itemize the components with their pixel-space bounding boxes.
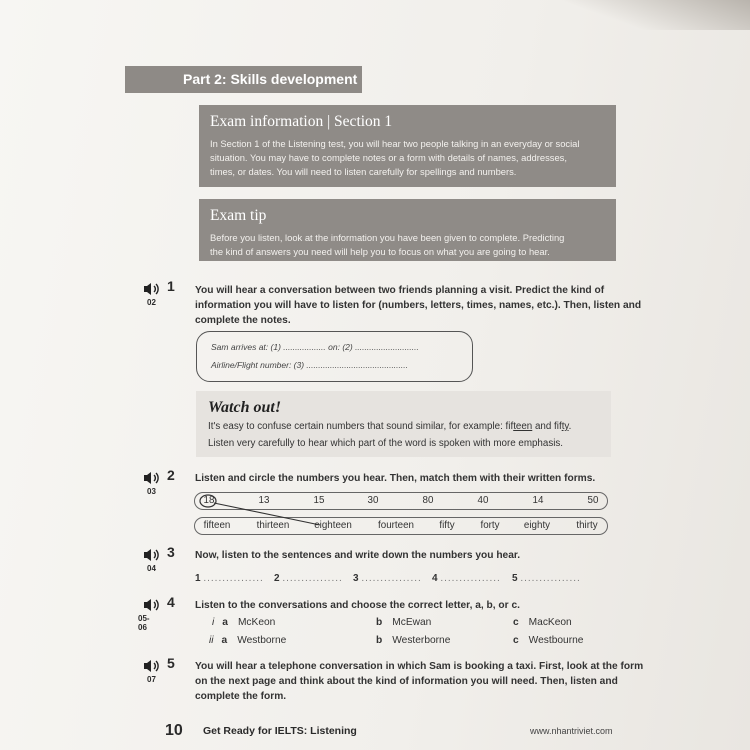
example-match-line [194,492,334,537]
question-5-text [195,659,643,704]
number-option[interactable]: 18 [203,495,215,506]
publisher-url: www.nhantriviet.com [530,726,613,736]
watch-out-heading: Watch out! [208,399,282,416]
question-4-text: Listen to the conversations and choose the correct letter, a, b, or c. [195,600,520,611]
option-a[interactable]: i a McKeon [212,617,276,628]
exam-tip-heading: Exam tip [210,207,267,224]
number-option[interactable]: 15 [313,495,325,506]
question-number: 4 [167,594,175,610]
word-option[interactable]: thirty [576,520,598,531]
word-option[interactable]: fifty [439,520,455,531]
track-number: 03 [147,487,156,496]
answer-blank[interactable]: 2 ................ [274,573,343,584]
audio-speaker-icon [143,282,161,296]
page-number: 10 [165,722,183,739]
question-2-text: Listen and circle the numbers you hear. Then, match them with their written forms. [195,473,596,484]
option-c[interactable]: c MacKeon [513,617,572,628]
question-number: 5 [167,655,175,671]
question-5-line: on the next page and think about the kind of information you will need. Then, listen and [195,676,618,687]
option-a[interactable]: ii a Westborne [209,635,287,646]
word-option[interactable]: thirteen [256,520,290,531]
number-option[interactable]: 80 [422,495,434,506]
notes-line-arrival: Sam arrives at: (1) .................. on: (2) ........................... [211,342,419,352]
number-option[interactable]: 13 [258,495,270,506]
exam-information-line: situation. You may have to complete notes or a form with details of names, addresses, [210,152,567,163]
book-title: Get Ready for IELTS: Listening [203,725,357,737]
watch-out-line-1: It's easy to confuse certain numbers that sound similar, for example: fifteen and fifty. [208,421,572,432]
answer-blank[interactable]: 1 ................ [195,573,264,584]
number-option[interactable]: 14 [532,495,544,506]
question-5-line: You will hear a telephone conversation in which Sam is booking a taxi. First, look at the form [195,661,644,672]
question-3-text: Now, listen to the sentences and write down the numbers you hear. [195,550,521,561]
answer-blank[interactable]: 3 ................ [353,573,422,584]
track-number: 05-06 [138,614,150,632]
word-option[interactable]: eighty [523,520,551,531]
question-1-text [195,283,641,328]
watch-out-box [196,391,611,457]
answer-blank[interactable]: 4 ................ [432,573,501,584]
question-number: 3 [167,544,175,560]
question-number: 2 [167,467,175,483]
track-number: 04 [147,564,156,573]
number-option[interactable]: 30 [367,495,379,506]
exam-information-line: times, or dates. You will need to listen carefully for spellings and numbers. [210,166,517,177]
exam-tip-line: the kind of answers you need will help you to focus on what you are going to hear. [210,246,550,257]
question-1-line: You will hear a conversation between two friends planning a visit. Predict the kind of [195,285,605,296]
exam-information-line: In Section 1 of the Listening test, you will hear two people talking in an everyday or social [210,138,580,149]
word-option[interactable]: forty [480,520,500,531]
word-option[interactable]: fifteen [203,520,231,531]
option-b[interactable]: b McEwan [376,617,432,628]
part-title: Part 2: Skills development [125,66,362,93]
notes-box [196,331,473,382]
watch-out-line-2: Listen very carefully to hear which part of the word is spoken with more emphasis. [208,438,564,449]
word-option[interactable]: fourteen [378,520,414,531]
exam-information-box [199,105,616,187]
track-number: 02 [147,298,156,307]
question-1-line: information you will have to listen for (numbers, letters, times, names, etc.). Then, listen and [195,300,642,311]
exam-tip-box [199,199,616,261]
page-corner-shadow [560,0,750,30]
option-b[interactable]: b Westerborne [376,635,451,646]
question-number: 1 [167,278,175,294]
answer-blank[interactable]: 5 ................ [512,573,581,584]
question-1-line: complete the notes. [195,315,291,326]
exam-tip-line: Before you listen, look at the information you have been given to complete. Predicting [210,232,565,243]
option-c[interactable]: c Westbourne [513,635,584,646]
word-option[interactable]: eighteen [314,520,352,531]
track-number: 07 [147,675,156,684]
question-5-line: complete the form. [195,691,287,702]
number-option[interactable]: 50 [587,495,599,506]
number-option[interactable]: 40 [477,495,489,506]
notes-line-flight: Airline/Flight number: (3) ........................................... [211,360,408,370]
exam-information-heading: Exam information | Section 1 [210,113,393,130]
audio-speaker-icon [143,598,161,612]
audio-speaker-icon [143,659,161,673]
audio-speaker-icon [143,471,161,485]
audio-speaker-icon [143,548,161,562]
